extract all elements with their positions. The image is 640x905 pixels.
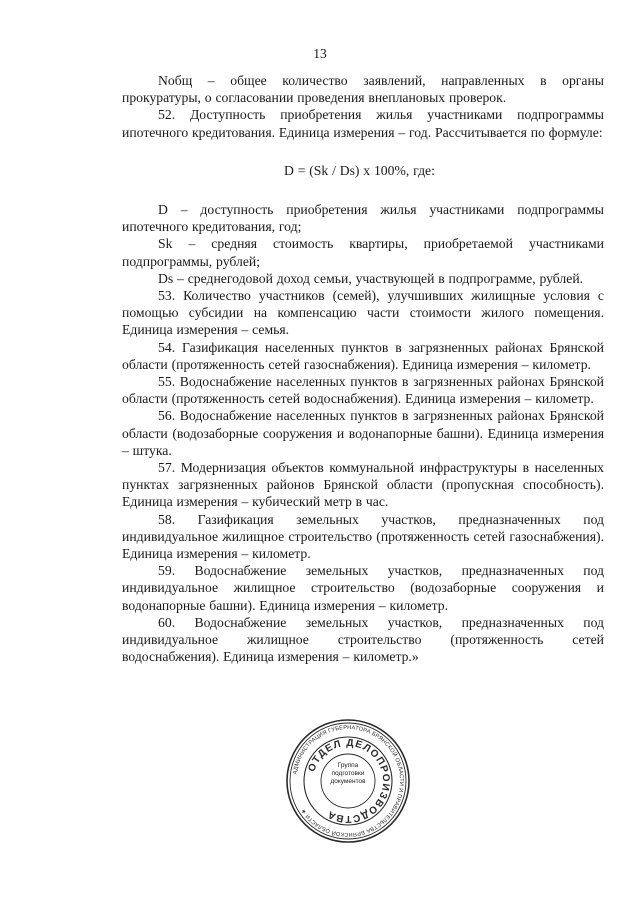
stamp-center-line: Группа [337, 762, 359, 769]
definition-sk: Sk – средняя стоимость квартиры, приобретаемой участниками подпрограммы, рублей; [122, 236, 604, 269]
paragraph-57: 57. Модернизация объектов коммунальной инфраструктуры в населенных пунктах загрязненных районов Брянской области (пропускная способность). Единица измерения – кубический метр в час. [122, 460, 604, 510]
stamp-center [321, 762, 375, 802]
stamp-center-line: подготовки [331, 769, 365, 777]
stamp-center-line: документов [330, 777, 366, 785]
paragraph-59: 59. Водоснабжение земельных участков, предназначенных под индивидуальное жилищное строительство (водозаборные сооружения и водонапорные башни). Единица измерения – километр. [122, 563, 604, 613]
formula: D = (Sk / Ds) x 100%, где: [284, 162, 435, 178]
paragraph-55: 55. Водоснабжение населенных пунктов в загрязненных районах Брянской области (протяженность сетей водоснабжения). Единица измерения – километр. [122, 374, 604, 407]
document-body [122, 72, 604, 666]
paragraph-53: 53. Количество участников (семей), улучшивших жилищные условия с помощью субсидии на компенсацию части стоимости жилого помещения. Единица измерения – семья. [122, 288, 604, 338]
paragraph-nobshch: Nобщ – общее количество заявлений, направленных в органы прокуратуры, о согласовании проведения внеплановых проверок. [122, 73, 604, 106]
paragraph-56: 56. Водоснабжение населенных пунктов в загрязненных районах Брянской области (водозаборные сооружения и водонапорные башни). Единица измерения – штука. [122, 408, 604, 458]
office-stamp [285, 718, 411, 844]
stamp-middle-ring-text: ОТДЕЛ ДЕЛОПРОИЗВОДСТВА [306, 737, 392, 825]
stamp-outer-ring-text: АДМИНИСТРАЦИЯ ГУБЕРНАТОРА БРЯНСКОЙ ОБЛАСТИ И ПРАВИТЕЛЬСТВА БРЯНСКОЙ ОБЛАСТИ ★ [292, 724, 405, 838]
paragraph-52: 52. Доступность приобретения жилья участниками подпрограммы ипотечного кредитования. Единица измерения – год. Рассчитывается по формуле: [122, 107, 604, 140]
paragraph-60: 60. Водоснабжение земельных участков, предназначенных под индивидуальное жилищное строительство (протяженность сетей водоснабжения). Единица измерения – километр.» [122, 614, 604, 665]
paragraph-54: 54. Газификация населенных пунктов в загрязненных районах Брянской области (протяженность сетей газоснабжения). Единица измерения – километр. [122, 339, 604, 372]
definition-d: D – доступность приобретения жилья участниками подпрограммы ипотечного кредитования, год; [122, 202, 604, 235]
page-number: 13 [313, 46, 327, 61]
paragraph-58: 58. Газификация земельных участков, предназначенных под индивидуальное жилищное строительство (протяженность сетей газоснабжения). Единица измерения – километр. [122, 511, 604, 562]
definition-ds: Ds – среднегодовой доход семьи, участвующей в подпрограмме, рублей. [158, 270, 584, 286]
